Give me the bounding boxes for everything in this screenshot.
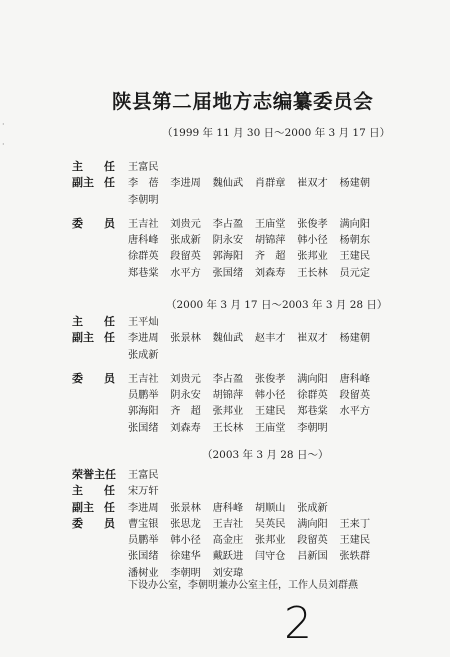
member-name: 李占盈 <box>212 373 244 385</box>
member-name: 王来丁 <box>339 518 371 530</box>
role-label <box>72 313 126 329</box>
role-label-part: 委 <box>72 516 83 530</box>
member-name: 张邦业 <box>254 535 286 547</box>
member-name: 张景林 <box>170 502 201 514</box>
member-name: 张景林 <box>170 333 201 345</box>
member-name: 水平方 <box>339 406 371 418</box>
member-name: 刘森寿 <box>170 422 201 434</box>
member-name: 王庙堂 <box>254 218 286 230</box>
member-name: 满向阳 <box>297 373 328 385</box>
member-name: 崔双才 <box>297 333 328 345</box>
role-label-part: 任 <box>104 315 115 328</box>
member-name: 闫守仓 <box>254 551 286 563</box>
role-label <box>72 466 126 482</box>
member-name: 满向阳 <box>339 218 371 230</box>
member-name: 张成新 <box>170 235 201 247</box>
role-label <box>72 499 126 515</box>
member-name: 韩小径 <box>254 390 286 402</box>
member-name: 员鹏举 <box>128 535 159 547</box>
role-label-part: 主 <box>72 315 83 328</box>
member-name: 徐群英 <box>297 390 328 402</box>
member-name: 齐 超 <box>254 251 286 263</box>
member-name: 王吉社 <box>128 373 159 385</box>
member-name: 段留英 <box>170 251 201 263</box>
member-name: 王富民 <box>128 162 159 173</box>
member-name: 张成新 <box>297 502 328 514</box>
member-name: 李朝明 <box>170 567 201 579</box>
member-name: 李进周 <box>128 333 159 345</box>
role-label-part: 员 <box>104 371 115 385</box>
member-name: 高金庄 <box>212 535 244 547</box>
member-name: 肖群章 <box>254 178 286 190</box>
member-name: 韩小径 <box>297 235 328 247</box>
member-name: 王建民 <box>254 406 286 418</box>
member-name: 唐科峰 <box>339 373 371 385</box>
member-name: 李占盈 <box>212 218 244 230</box>
office-note: 下设办公室，李朝明兼办公室主任，工作人员刘群燕 <box>128 580 358 591</box>
member-name: 王庙堂 <box>254 422 286 434</box>
member-name: 李朝明 <box>128 194 159 206</box>
role-label-part: 委 <box>72 371 83 385</box>
member-name: 段留英 <box>339 390 371 402</box>
member-name: 杨建朝 <box>339 333 371 345</box>
member-name: 王平灿 <box>128 317 159 328</box>
member-name: 郑巷棠 <box>297 406 328 418</box>
role-label-part: 员 <box>104 216 115 230</box>
role-label-part: 副主 <box>72 500 94 514</box>
member-name: 满向阳 <box>297 518 328 530</box>
role-label-part: 主 <box>72 484 83 498</box>
role-label-part: 任 <box>104 331 115 345</box>
member-name: 张思龙 <box>170 518 201 530</box>
role-label <box>72 158 126 174</box>
role-label-part: 副主 <box>72 331 94 345</box>
member-name: 李进周 <box>128 502 159 514</box>
member-name: 王吉社 <box>212 518 244 530</box>
member-name: 韩小径 <box>170 535 201 547</box>
role-label <box>72 174 126 190</box>
member-name: 徐建华 <box>170 551 201 563</box>
role-label <box>72 482 126 498</box>
term-period: （2003 年 3 月 28 日～） <box>202 449 329 461</box>
member-name: 潘树业 <box>128 567 159 579</box>
member-name: 吴英民 <box>254 518 286 530</box>
member-name: 郭海阳 <box>128 406 159 418</box>
member-name: 段留英 <box>297 535 328 547</box>
member-name: 张国绪 <box>128 422 159 434</box>
member-name: 王建民 <box>339 535 371 547</box>
member-name: 崔双才 <box>297 178 328 190</box>
role-label <box>72 370 126 386</box>
member-name: 魏仙武 <box>212 333 244 345</box>
member-name: 刘贵元 <box>170 373 201 385</box>
member-name: 王长林 <box>297 267 328 279</box>
term-period: （2000 年 3 月 17 日～2003 年 3 月 28 日） <box>166 299 388 311</box>
role-label-part: 副主 <box>72 176 94 190</box>
role-label-part: 任 <box>104 500 115 514</box>
member-name: 王长林 <box>212 422 244 434</box>
member-name: 张轶群 <box>339 551 371 563</box>
role-label-part: 任 <box>104 484 115 498</box>
handwritten-page-number: 2 <box>284 598 312 649</box>
member-name: 刘安瑋 <box>212 567 244 579</box>
member-name: 张俊孝 <box>254 373 286 385</box>
role-label <box>72 329 126 345</box>
member-name: 唐科峰 <box>212 502 244 514</box>
member-name: 刘森寿 <box>254 267 286 279</box>
binding-mark: · <box>2 140 5 149</box>
member-name: 杨朝东 <box>339 235 371 247</box>
role-label-part: 任 <box>104 160 115 173</box>
member-name: 刘贵元 <box>170 218 201 230</box>
member-name: 王建民 <box>339 251 371 263</box>
member-name: 徐群英 <box>128 251 159 263</box>
member-name: 员鹏举 <box>128 390 159 402</box>
member-name: 胡锦萍 <box>254 235 286 247</box>
member-name: 杨建朝 <box>339 178 371 190</box>
member-name: 李 蓓 <box>128 178 159 190</box>
member-name: 魏仙武 <box>212 178 244 190</box>
member-name: 胡顺山 <box>254 502 286 514</box>
member-name: 李进周 <box>170 178 201 190</box>
member-name: 李朝明 <box>297 422 328 434</box>
role-label <box>72 515 126 531</box>
member-name: 唐科峰 <box>128 235 159 247</box>
member-name: 王富民 <box>128 470 159 481</box>
member-name: 郭海阳 <box>212 251 244 263</box>
member-name: 齐 超 <box>170 406 201 418</box>
member-name: 张邦业 <box>212 406 244 418</box>
member-name: 戴跃进 <box>212 551 244 563</box>
member-name: 胡锦萍 <box>212 390 244 402</box>
member-name: 水平方 <box>170 267 201 279</box>
role-label-part: 主 <box>72 160 83 173</box>
role-label-part: 委 <box>72 216 83 230</box>
member-name: 张成新 <box>128 349 159 361</box>
role-label-part: 员 <box>104 516 115 530</box>
member-name: 赵丰才 <box>254 333 286 345</box>
member-name: 王吉社 <box>128 218 159 230</box>
member-name: 阴永安 <box>212 235 244 247</box>
binding-mark: · <box>2 120 5 129</box>
term-period: （1999 年 11 月 30 日～2000 年 3 月 17 日） <box>162 127 391 139</box>
role-label-part: 荣誉主任 <box>72 468 116 481</box>
member-name: 张俊孝 <box>297 218 328 230</box>
member-name: 张邦业 <box>297 251 328 263</box>
role-label-part: 任 <box>104 176 115 190</box>
document-title: 陕县第二届地方志编纂委员会 <box>112 90 374 113</box>
role-label <box>72 215 126 231</box>
member-name: 郑巷棠 <box>128 267 159 279</box>
member-name: 员元定 <box>339 267 371 279</box>
member-name: 宋万轩 <box>128 486 159 498</box>
member-name: 曹宝银 <box>128 518 159 530</box>
member-name: 阴永安 <box>170 390 201 402</box>
member-name: 张国绪 <box>128 551 159 563</box>
member-name: 吕新国 <box>297 551 328 563</box>
member-name: 张国绪 <box>212 267 244 279</box>
